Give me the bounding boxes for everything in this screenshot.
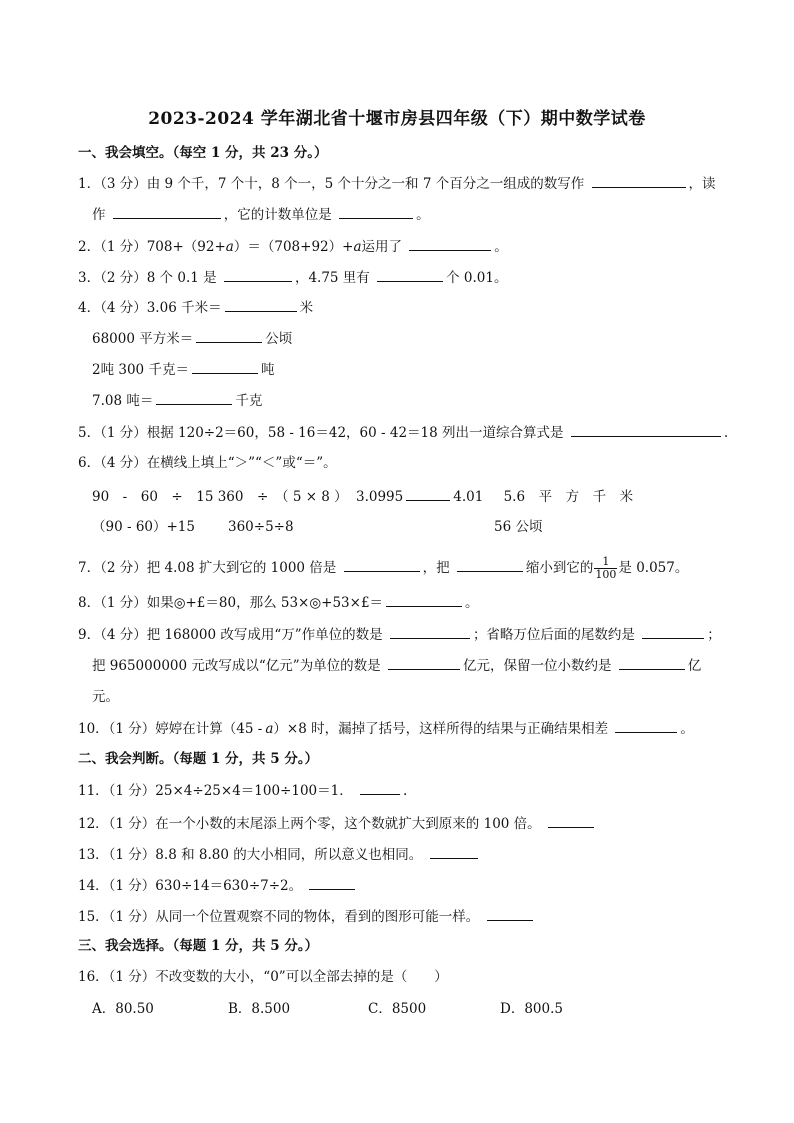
- question-6: [78, 453, 337, 473]
- question-9-line-3: [92, 687, 119, 707]
- comparison-expression: 56 公顷: [494, 519, 543, 535]
- question-3-text: ，4.75 里有: [294, 270, 370, 286]
- unit-label: 米: [299, 300, 314, 316]
- question-3-text: 个 0.01。: [446, 270, 508, 286]
- answer-blank[interactable]: [615, 718, 677, 733]
- comparison-expression: 90 - 60 ÷ 15 360 ÷ （ 5 × 8 ）: [92, 489, 348, 505]
- question-10-text: ）×8 时，漏掉了括号，这样所得的结果与正确结果相差: [273, 721, 609, 737]
- comparison-expression: 360÷5÷8: [228, 519, 294, 535]
- question-16-text: 16．（1 分）不改变数的大小，“0”可以全部去掉的是（ ）: [78, 969, 448, 985]
- answer-blank[interactable]: [309, 875, 355, 890]
- punctuation: ；: [707, 627, 721, 643]
- question-9-text: 9．（4 分）把 168000 改写成用“万”作单位的数是: [78, 627, 383, 643]
- question-13: [78, 844, 481, 865]
- question-14-text: 14．（1 分）630÷14＝630÷7÷2。: [78, 878, 303, 894]
- punctuation: 。: [494, 239, 508, 255]
- question-3-text: 3．（2 分）8 个 0.1 是: [78, 270, 217, 286]
- answer-blank[interactable]: [390, 624, 470, 639]
- question-2: [78, 236, 508, 257]
- question-11-text: 11．（1 分）25×4÷25×4＝100÷100＝1．: [78, 783, 353, 799]
- question-7-text: 是 0.057。: [618, 560, 689, 576]
- question-6-row-2: [92, 517, 195, 537]
- section-heading-choose: 三、我会选择。（每题 1 分，共 5 分。）: [78, 938, 319, 954]
- choice-b[interactable]: B．8.500: [228, 1001, 291, 1017]
- answer-blank[interactable]: [192, 359, 258, 374]
- answer-blank[interactable]: [409, 236, 491, 251]
- question-6-row-2b: [228, 517, 294, 537]
- question-4-text: 68000 平方米＝: [92, 331, 194, 347]
- choice-c[interactable]: C．8500: [368, 1001, 427, 1017]
- choice-d[interactable]: D．800.5: [500, 1001, 563, 1017]
- question-3: [78, 267, 507, 288]
- question-1-text-unit: ，它的计数单位是: [223, 207, 332, 223]
- fraction-numerator: 1: [594, 556, 617, 569]
- variable-a: a: [225, 239, 234, 255]
- answer-blank[interactable]: [457, 557, 523, 572]
- question-9-text: 亿: [687, 658, 702, 674]
- answer-blank[interactable]: [360, 780, 400, 795]
- question-10: [78, 718, 694, 739]
- question-4-text: 2吨 300 千克＝: [92, 362, 189, 378]
- question-6-text: 6．（4 分）在横线上填上“＞”“＜”或“＝”。: [78, 455, 337, 471]
- question-11: [78, 780, 407, 801]
- question-9-text: 元。: [92, 689, 119, 705]
- variable-a: a: [265, 721, 274, 737]
- question-2-text: 2．（1 分）708+（92+: [78, 239, 226, 255]
- question-4-text: 7.08 吨＝: [92, 393, 154, 409]
- question-12: [78, 813, 597, 834]
- comparison-expression: 5.6 平 方 千 米: [503, 489, 634, 505]
- question-12-text: 12．（1 分）在一个小数的末尾添上两个零，这个数就扩大到原来的 100 倍。: [78, 816, 541, 832]
- answer-blank[interactable]: [388, 655, 460, 670]
- answer-blank[interactable]: [196, 328, 262, 343]
- question-10-text: 10．（1 分）婷婷在计算（45 -: [78, 721, 263, 737]
- question-5: [78, 422, 728, 443]
- fraction-one-hundredth: [594, 556, 617, 581]
- answer-blank[interactable]: [548, 813, 594, 828]
- comparison-expression: （90 - 60）+15: [92, 519, 195, 535]
- section-heading-judge: 二、我会判断。（每题 1 分，共 5 分。）: [78, 751, 319, 767]
- question-7-text: 7．（2 分）把 4.08 扩大到它的 1000 倍是: [78, 560, 337, 576]
- question-2-text: 运用了: [361, 239, 402, 255]
- answer-blank[interactable]: [225, 297, 297, 312]
- fraction-denominator: 100: [595, 568, 617, 581]
- choice-a[interactable]: A．80.50: [92, 1001, 154, 1017]
- question-4-line-1: [78, 297, 313, 318]
- question-16: [78, 967, 448, 987]
- unit-label: 公顷: [265, 331, 293, 347]
- answer-blank[interactable]: [487, 906, 533, 921]
- answer-blank[interactable]: [224, 267, 292, 282]
- question-6-row-1: [92, 486, 633, 507]
- answer-blank[interactable]: [156, 390, 232, 405]
- punctuation: 。: [416, 207, 430, 223]
- answer-blank[interactable]: [619, 655, 685, 670]
- question-5-text: 5．（1 分）根据 120÷2＝60，58 - 16＝42，60 - 42＝18 列出一道综合算式是: [78, 425, 564, 441]
- unit-label: 千克: [235, 393, 263, 409]
- answer-blank[interactable]: [344, 557, 420, 572]
- page-title: 2023-2024 学年湖北省十堰市房县四年级（下）期中数学试卷: [148, 109, 646, 129]
- question-15-text: 15．（1 分）从同一个位置观察不同的物体，看到的图形可能一样。: [78, 909, 480, 925]
- question-14: [78, 875, 358, 896]
- question-8-text: 8．（1 分）如果◎+£＝80，那么 53×◎+53×£＝: [78, 595, 384, 611]
- punctuation: .: [723, 425, 729, 441]
- answer-blank[interactable]: [592, 173, 686, 188]
- question-9-text: 把 965000000 元改写成以“亿元”为单位的数是: [92, 658, 381, 674]
- question-1-line-2: [92, 204, 430, 225]
- question-9-text: ；省略万位后面的尾数约是: [472, 627, 635, 643]
- question-9-text: 亿元，保留一位小数约是: [462, 658, 612, 674]
- question-1-text-read: ，读: [688, 176, 716, 192]
- question-4-text: 4．（4 分）3.06 千米＝: [78, 300, 222, 316]
- question-15: [78, 906, 536, 927]
- punctuation: .: [403, 783, 408, 799]
- question-1-line-1: [78, 173, 716, 194]
- question-9-line-1: [78, 624, 721, 645]
- answer-blank[interactable]: [113, 204, 221, 219]
- answer-blank[interactable]: [642, 624, 704, 639]
- question-6-row-2c: [494, 517, 542, 537]
- question-2-text: ）＝（708+92）+: [233, 239, 354, 255]
- answer-blank[interactable]: [571, 422, 721, 437]
- question-4-line-4: [92, 390, 262, 411]
- question-7-text: 缩小到它的: [525, 560, 594, 576]
- question-9-line-2: [92, 655, 701, 676]
- answer-blank[interactable]: [386, 592, 462, 607]
- punctuation: 。: [680, 721, 694, 737]
- answer-blank[interactable]: [430, 844, 478, 859]
- punctuation: 。: [465, 595, 479, 611]
- question-1-text-write: 作: [92, 207, 106, 223]
- question-8: [78, 592, 479, 613]
- question-13-text: 13．（1 分）8.8 和 8.80 的大小相同，所以意义也相同。: [78, 847, 423, 863]
- question-4-line-3: [92, 359, 274, 380]
- answer-blank[interactable]: [377, 267, 443, 282]
- section-heading-fill-in: 一、我会填空。（每空 1 分，共 23 分。）: [78, 145, 328, 161]
- comparison-expression: 4.01: [453, 489, 484, 505]
- answer-blank[interactable]: [406, 486, 450, 501]
- variable-a: a: [353, 239, 362, 255]
- question-7: [78, 555, 688, 581]
- unit-label: 吨: [260, 362, 275, 378]
- question-7-text: ，把: [422, 560, 450, 576]
- comparison-expression: 3.0995: [355, 489, 404, 505]
- question-1-text: 1．（3 分）由 9 个千，7 个十，8 个一，5 个十分之一和 7 个百分之一组成的数写作: [78, 176, 585, 192]
- question-4-line-2: [92, 328, 292, 349]
- answer-blank[interactable]: [339, 204, 413, 219]
